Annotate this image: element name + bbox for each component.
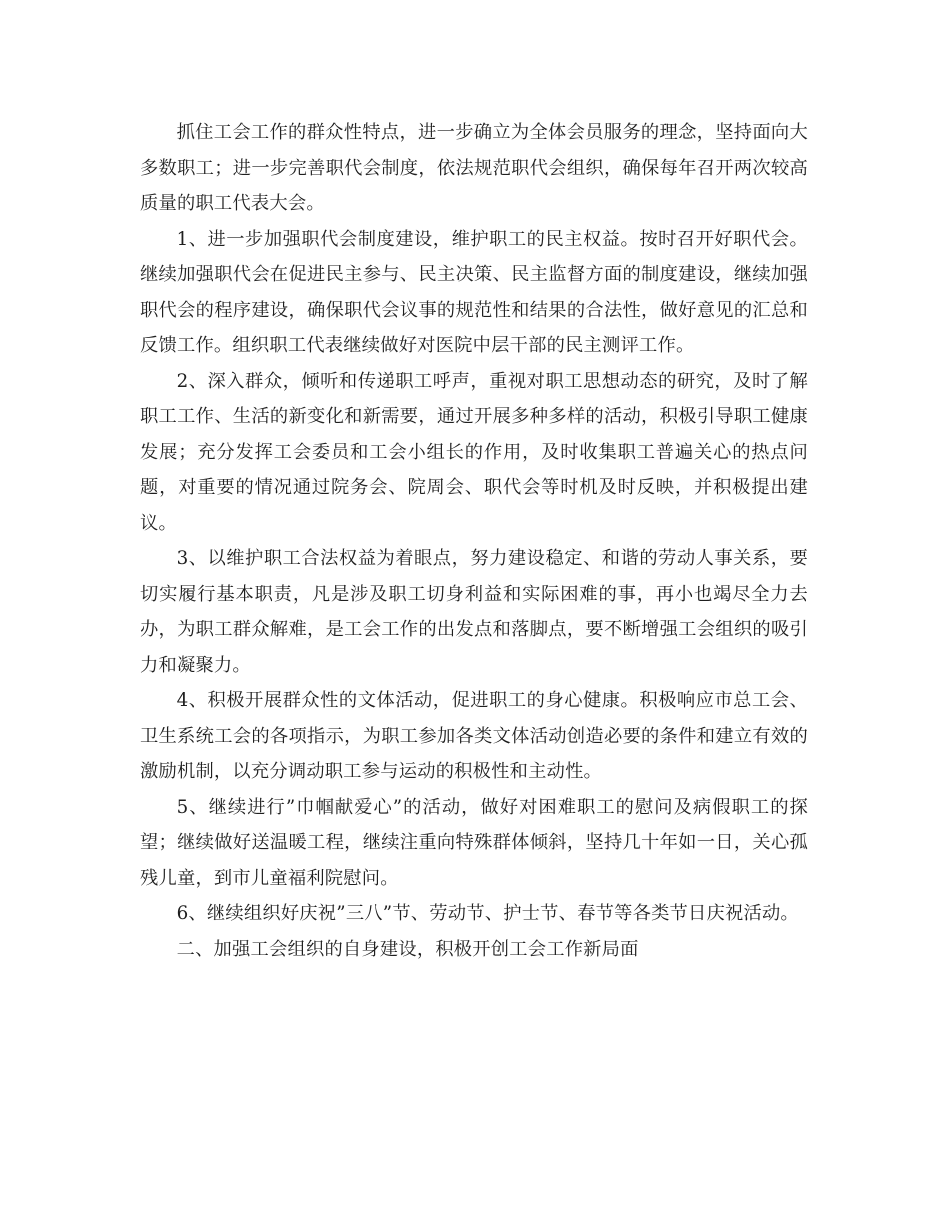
paragraph-item-5: 5、继续进行”巾帼献爱心”的活动，做好对困难职工的慰问及病假职工的探望；继续做好送温暖工程，继续注重向特殊群体倾斜，坚持几十年如一日，关心孤残儿童，到市儿童福利院慰问。	[140, 796, 808, 889]
paragraph-item-6: 6、继续组织好庆祝”三八”节、劳动节、护士节、春节等各类节日庆祝活动。	[176, 903, 799, 924]
paragraph-item-1: 1、进一步加强职代会制度建设，维护职工的民主权益。按时召开好职代会。继续加强职代会在促进民主参与、民主决策、民主监督方面的制度建设，继续加强职代会的程序建设，确保职代会议事的规范性和结果的合法性，做好意见的汇总和反馈工作。组织职工代表继续做好对医院中层干部的民主测评工作。	[140, 228, 808, 356]
paragraph-item-3: 3、以维护职工合法权益为着眼点，努力建设稳定、和谐的劳动人事关系，要切实履行基本职责，凡是涉及职工切身利益和实际困难的事，再小也竭尽全力去办，为职工群众解难，是工会工作的出发点和落脚点，要不断增强工会组织的吸引力和凝聚力。	[140, 548, 808, 676]
paragraph-item-2: 2、深入群众，倾听和传递职工呼声，重视对职工思想动态的研究，及时了解职工工作、生活的新变化和新需要，通过开展多种多样的活动，积极引导职工健康发展；充分发挥工会委员和工会小组长的作用，及时收集职工普遍关心的热点问题，对重要的情况通过院务会、院周会、职代会等时机及时反映，并积极提出建议。	[140, 370, 808, 534]
paragraph-item-4: 4、积极开展群众性的文体活动，促进职工的身心健康。积极响应市总工会、卫生系统工会的各项指示，为职工参加各类文体活动创造必要的条件和建立有效的激励机制，以充分调动职工参与运动的积极性和主动性。	[140, 690, 808, 782]
document-body	[140, 115, 808, 967]
section-heading-2: 二、加强工会组织的自身建设，积极开创工会工作新局面	[176, 938, 639, 960]
paragraph-intro: 抓住工会工作的群众性特点，进一步确立为全体会员服务的理念，坚持面向大多数职工；进一步完善职代会制度，依法规范职代会组织，确保每年召开两次较高质量的职工代表大会。	[140, 122, 808, 214]
